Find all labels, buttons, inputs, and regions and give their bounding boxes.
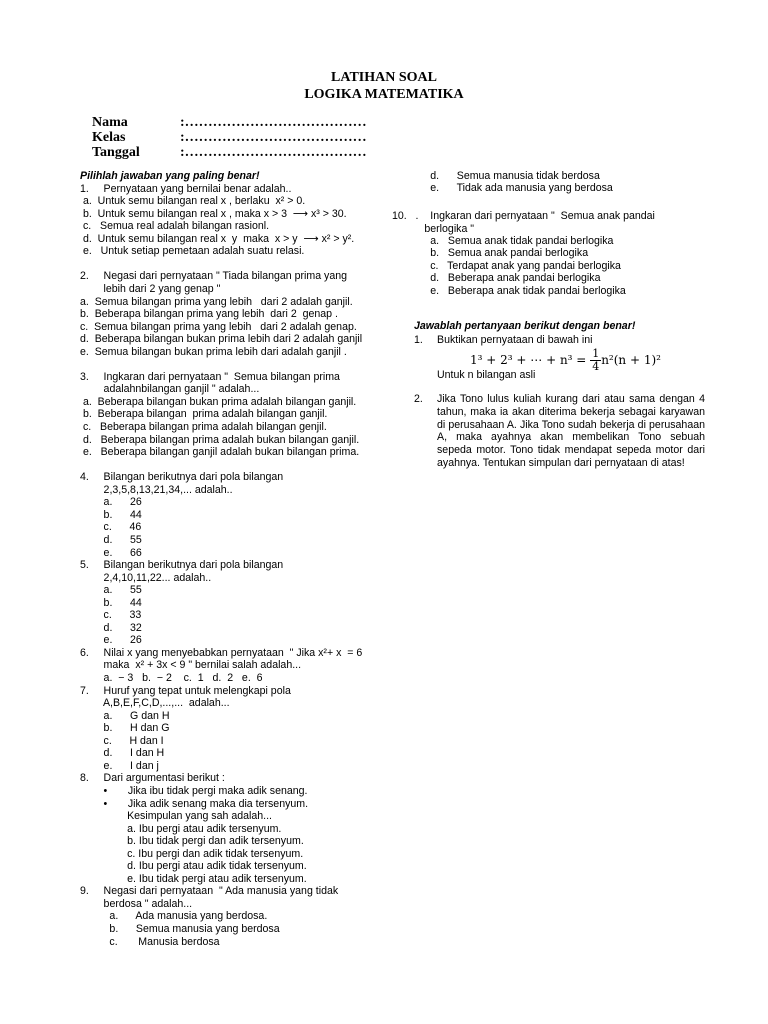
left-line: c. H dan I bbox=[80, 734, 164, 747]
essay-instruction: Jawablah pertanyaan berikut dengan benar! bbox=[414, 320, 636, 332]
left-line: c. Semua bilangan prima yang lebih dari 2 adalah genap. bbox=[80, 320, 357, 333]
date-value: :………………………………… bbox=[180, 145, 367, 160]
name-field bbox=[92, 115, 367, 131]
class-field bbox=[92, 130, 367, 146]
right-line: 10. . Ingkaran dari pernyataan " Semua anak pandai bbox=[392, 210, 655, 223]
essay-q2-text: Jika Tono lulus kuliah kurang dari atau sama dengan 4 tahun, maka ia akan diterima bekerja sebagai karyawan di perusahaan A. Jika Tono sudah bekerja di perusahaan A, maka ayahnya akan membelikan Tono sebuah sepeda motor. Tono tidak mendapat sepeda motor dari ayahnya. Tentukan simpulan dari pernyataan di atas! bbox=[437, 393, 705, 469]
name-label: Nama bbox=[92, 115, 128, 130]
left-line: 1. Pernyataan yang bernilai benar adalah.. bbox=[80, 182, 292, 195]
left-line: d. Untuk semu bilangan real x y maka x > y ⟶ x² > y². bbox=[80, 232, 355, 245]
date-label: Tanggal bbox=[92, 145, 140, 160]
left-line: 7. Huruf yang tepat untuk melengkapi pola bbox=[80, 684, 291, 697]
essay-q1-note: Untuk n bilangan asli bbox=[437, 369, 536, 381]
left-line: e. I dan j bbox=[80, 759, 159, 772]
page-title: LATIHAN SOAL bbox=[331, 70, 437, 85]
left-line: c. 46 bbox=[80, 521, 142, 534]
left-line: Kesimpulan yang sah adalah... bbox=[80, 810, 272, 823]
left-line: • Jika ibu tidak pergi maka adik senang. bbox=[80, 784, 308, 797]
left-line: e. 26 bbox=[80, 634, 142, 647]
right-line: d. Semua manusia tidak berdosa bbox=[392, 170, 600, 182]
right-line: e. Beberapa anak tidak pandai berlogika bbox=[392, 284, 626, 297]
left-line: d. Beberapa bilangan prima adalah bukan bilangan ganjil. bbox=[80, 433, 360, 446]
left-line: b. Untuk semu bilangan real x , maka x > 3 ⟶ x³ > 30. bbox=[80, 207, 347, 220]
left-line: e. 66 bbox=[80, 546, 142, 559]
left-line: e. Ibu tidak pergi atau adik tersenyum. bbox=[80, 872, 307, 885]
left-line: e. Semua bilangan bukan prima lebih dari adalah ganjil . bbox=[80, 345, 347, 358]
left-line: 4. Bilangan berikutnya dari pola bilangan bbox=[80, 471, 284, 484]
left-line: a. 26 bbox=[80, 496, 142, 509]
essay-q1-number: 1. bbox=[414, 334, 423, 346]
left-line: 2,4,10,11,22... adalah.. bbox=[80, 571, 212, 584]
date-field bbox=[92, 145, 367, 161]
right-line: e. Tidak ada manusia yang berdosa bbox=[392, 182, 613, 195]
left-line: Pilihlah jawaban yang paling benar! bbox=[80, 170, 260, 182]
left-line: e. Untuk setiap pemetaan adalah suatu relasi. bbox=[80, 245, 305, 258]
page-subtitle: LOGIKA MATEMATIKA bbox=[304, 87, 464, 102]
left-line: a. Beberapa bilangan bukan prima adalah bilangan ganjil. bbox=[80, 395, 357, 408]
class-label: Kelas bbox=[92, 130, 126, 145]
left-line: a. Semua bilangan prima yang lebih dari 2 adalah ganjil. bbox=[80, 295, 353, 308]
right-line: b. Semua anak pandai berlogika bbox=[392, 247, 589, 260]
left-line: d. Ibu pergi atau adik tidak tersenyum. bbox=[80, 860, 307, 873]
right-line: d. Beberapa anak pandai berlogika bbox=[392, 272, 601, 285]
left-line: 5. Bilangan berikutnya dari pola bilangan bbox=[80, 559, 284, 572]
left-line: 8. Dari argumentasi berikut : bbox=[80, 772, 225, 785]
formula-right: n²(n + 1)² bbox=[601, 353, 661, 367]
left-line: c. Semua real adalah bilangan rasionl. bbox=[80, 220, 270, 233]
left-line: d. I dan H bbox=[80, 747, 165, 760]
left-line: • Jika adik senang maka dia tersenyum. bbox=[80, 797, 309, 810]
essay-q2-number: 2. bbox=[414, 393, 423, 405]
essay-q1-text: Buktikan pernyataan di bawah ini bbox=[437, 334, 593, 346]
left-line: b. Beberapa bilangan prima yang lebih dari 2 genap . bbox=[80, 308, 338, 321]
left-line: a. Ibu pergi atau adik tersenyum. bbox=[80, 822, 282, 835]
left-line: 6. Nilai x yang menyebabkan pernyataan " Jika x²+ x = 6 bbox=[80, 646, 363, 659]
left-line: c. Ibu pergi dan adik tidak tersenyum. bbox=[80, 847, 304, 860]
right-line: a. Semua anak tidak pandai berlogika bbox=[392, 235, 614, 247]
formula-left: 1³ + 2³ + ⋯ + n³ = bbox=[470, 353, 587, 367]
left-line: berdosa " adalah... bbox=[80, 897, 193, 910]
frac-denominator: 4 bbox=[592, 360, 600, 373]
left-line: c. Beberapa bilangan prima adalah bilangan genjil. bbox=[80, 421, 327, 433]
left-line: a. 55 bbox=[80, 584, 142, 597]
formula-fraction bbox=[590, 348, 601, 373]
left-line: d. 32 bbox=[80, 621, 142, 634]
left-line: a. G dan H bbox=[80, 709, 170, 722]
left-line: b. Semua manusia yang berdosa bbox=[80, 923, 280, 935]
name-value: :………………………………… bbox=[180, 115, 367, 130]
left-line: lebih dari 2 yang genap " bbox=[80, 282, 221, 295]
left-line: c. 33 bbox=[80, 609, 142, 622]
left-line: a. Untuk semu bilangan real x , berlaku x² > 0. bbox=[80, 195, 306, 208]
left-line: adalahnbilangan ganjil " adalah... bbox=[80, 383, 260, 396]
left-line: d. Beberapa bilangan bukan prima lebih dari 2 adalah ganjil bbox=[80, 333, 363, 346]
left-line: a. − 3 b. − 2 c. 1 d. 2 e. 6 bbox=[80, 672, 263, 684]
left-line: b. Ibu tidak pergi dan adik tersenyum. bbox=[80, 835, 304, 848]
left-line: b. 44 bbox=[80, 596, 142, 609]
left-line: b. 44 bbox=[80, 508, 142, 521]
left-line: A,B,E,F,C,D,...,... adalah... bbox=[80, 697, 230, 710]
left-line: c. Manusia berdosa bbox=[80, 935, 220, 948]
left-line: b. Beberapa bilangan prima adalah bilangan ganjil. bbox=[80, 408, 328, 421]
left-line: 2,3,5,8,13,21,34,... adalah.. bbox=[80, 483, 233, 496]
left-line: e. Beberapa bilangan ganjil adalah bukan bilangan prima. bbox=[80, 446, 360, 459]
left-line: 9. Negasi dari pernyataan " Ada manusia yang tidak bbox=[80, 885, 339, 898]
right-line: berlogika " bbox=[392, 222, 475, 235]
class-value: :………………………………… bbox=[180, 130, 367, 145]
frac-numerator: 1 bbox=[592, 347, 600, 360]
left-line: 3. Ingkaran dari pernyataan " Semua bilangan prima bbox=[80, 370, 340, 383]
left-line: 2. Negasi dari pernyataan " Tiada bilangan prima yang bbox=[80, 270, 348, 283]
left-line: b. H dan G bbox=[80, 722, 170, 735]
left-line: maka x² + 3x < 9 " bernilai salah adalah... bbox=[80, 659, 302, 672]
left-line: a. Ada manusia yang berdosa. bbox=[80, 910, 268, 923]
left-line: d. 55 bbox=[80, 533, 142, 546]
right-line: c. Terdapat anak yang pandai berlogika bbox=[392, 259, 621, 272]
